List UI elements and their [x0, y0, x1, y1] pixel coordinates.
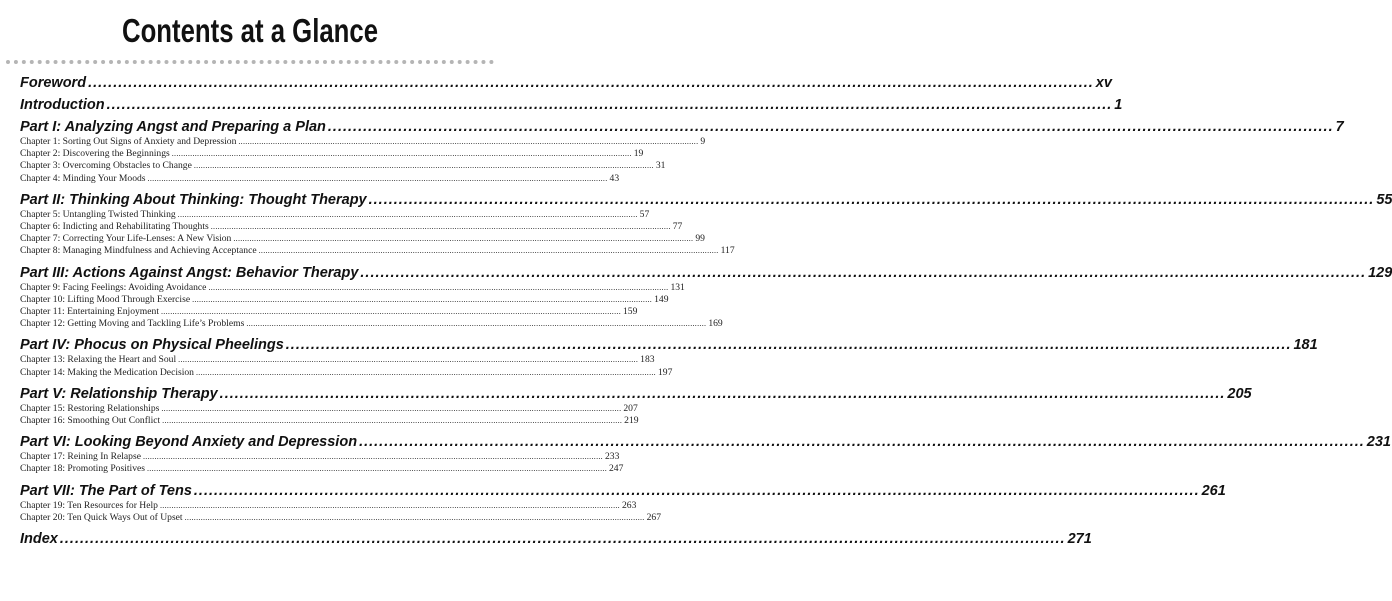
toc-entry-foreword[interactable]	[20, 74, 1112, 92]
entry-label: Chapter 17: Reining In Relapse	[20, 451, 141, 463]
entry-label: Chapter 13: Relaxing the Heart and Soul	[20, 354, 177, 366]
entry-label: Chapter 9: Facing Feelings: Avoiding Avoidance	[20, 281, 207, 293]
dot-leader: ........................................................................................................................................................................................................	[161, 403, 622, 413]
entry-label: Chapter 15: Restoring Relationships	[20, 402, 160, 414]
entry-page: 77	[672, 221, 683, 233]
entry-page: 247	[609, 463, 624, 475]
entry-page: xv	[1095, 75, 1112, 91]
entry-page: 131	[670, 281, 685, 293]
entry-page: 219	[624, 415, 639, 427]
entry-label: Chapter 2: Discovering the Beginnings	[20, 148, 170, 160]
parts-list	[20, 118, 1392, 530]
dot-leader: ........................................................................................................................................................................................................	[208, 282, 669, 292]
toc-entry-chapter[interactable]	[20, 306, 638, 318]
toc-entry-chapter[interactable]	[20, 160, 666, 172]
entry-label: Part II: Thinking About Thinking: Thought Therapy	[20, 191, 367, 208]
dot-leader: ........................................................................................................................................................................................................	[106, 97, 1113, 113]
toc-entry-part[interactable]	[20, 482, 1226, 500]
toc-entry-part[interactable]	[20, 118, 1344, 136]
toc-entry-chapter[interactable]	[20, 245, 735, 257]
dot-leader: ........................................................................................................................................................................................................	[195, 367, 656, 377]
dot-leader: ........................................................................................................................................................................................................	[246, 319, 707, 329]
entry-label: Chapter 4: Minding Your Moods	[20, 172, 146, 184]
dot-leader: ........................................................................................................................................................................................................	[193, 161, 654, 171]
toc-entry-part[interactable]	[20, 385, 1252, 403]
entry-label: Chapter 8: Managing Mindfulness and Achieving Acceptance	[20, 245, 257, 257]
entry-page: 129	[1368, 264, 1392, 281]
toc-entry-chapter[interactable]	[20, 136, 706, 148]
title-divider	[6, 60, 494, 64]
dot-leader: ........................................................................................................................................................................................................	[233, 234, 694, 244]
dot-leader: ........................................................................................................................................................................................................	[159, 500, 620, 510]
entry-page: 117	[720, 245, 735, 257]
entry-page: 169	[708, 318, 723, 330]
entry-page: 183	[640, 354, 655, 366]
toc-entry-part[interactable]	[20, 336, 1318, 354]
toc-entry-chapter[interactable]	[20, 463, 624, 475]
toc-entry-part[interactable]	[20, 264, 1392, 282]
entry-page: 43	[609, 172, 620, 184]
entry-label: Index	[20, 531, 58, 548]
toc-entry-chapter[interactable]	[20, 354, 655, 366]
entry-label: Part III: Actions Against Angst: Behavior Therapy	[20, 264, 359, 281]
dot-leader: ........................................................................................................................................................................................................	[258, 246, 719, 256]
dot-leader: ........................................................................................................................................................................................................	[178, 355, 639, 365]
entry-label: Introduction	[20, 97, 105, 113]
entry-label: Part VII: The Part of Tens	[20, 482, 192, 499]
dot-leader: ........................................................................................................................................................................................................	[142, 452, 603, 462]
dot-leader: ........................................................................................................................................................................................................	[368, 191, 1375, 208]
toc-entry-chapter[interactable]	[20, 293, 669, 306]
dot-leader: ........................................................................................................................................................................................................	[147, 173, 608, 183]
entry-page: 205	[1227, 385, 1252, 402]
entry-page: 261	[1201, 482, 1226, 499]
entry-label: Chapter 12: Getting Moving and Tackling Life’s Problems	[20, 318, 245, 330]
toc-entry-part[interactable]	[20, 433, 1391, 451]
dot-leader: ........................................................................................................................................................................................................	[219, 385, 1226, 402]
dot-leader: ........................................................................................................................................................................................................	[177, 209, 638, 219]
table-of-contents	[20, 74, 1392, 548]
entry-page: 55	[1376, 191, 1392, 208]
entry-page: 233	[604, 451, 620, 463]
toc-entry-chapter[interactable]	[20, 511, 661, 524]
entry-label: Chapter 6: Indicting and Rehabilitating Thoughts	[20, 221, 209, 233]
entry-page: 207	[623, 402, 638, 414]
entry-page: 159	[623, 306, 638, 318]
entry-label: Part I: Analyzing Angst and Preparing a Plan	[20, 119, 326, 135]
toc-entry-index[interactable]	[20, 530, 1092, 548]
entry-page: 271	[1067, 531, 1092, 548]
toc-entry-chapter[interactable]	[20, 451, 620, 463]
entry-label: Part VI: Looking Beyond Anxiety and Depression	[20, 434, 358, 451]
entry-page: 9	[700, 136, 706, 147]
entry-page: 7	[1335, 119, 1344, 135]
entry-page: 181	[1293, 337, 1318, 354]
entry-page: 263	[621, 499, 637, 511]
entry-page: 99	[695, 233, 705, 245]
dot-leader: ........................................................................................................................................................................................................	[88, 75, 1094, 91]
entry-label: Chapter 11: Entertaining Enjoyment	[20, 306, 159, 318]
toc-entry-introduction[interactable]	[20, 96, 1123, 114]
entry-label: Chapter 20: Ten Quick Ways Out of Upset	[20, 511, 183, 523]
dot-leader: ........................................................................................................................................................................................................	[238, 137, 699, 146]
dot-leader: ........................................................................................................................................................................................................	[171, 149, 632, 159]
dot-leader: ........................................................................................................................................................................................................	[360, 264, 1367, 281]
entry-label: Chapter 18: Promoting Positives	[20, 463, 145, 475]
dot-leader: ........................................................................................................................................................................................................	[59, 531, 1066, 548]
dot-leader: ........................................................................................................................................................................................................	[285, 337, 1292, 354]
toc-entry-chapter[interactable]	[20, 281, 685, 294]
dot-leader: ........................................................................................................................................................................................................	[327, 119, 1334, 135]
entry-label: Chapter 3: Overcoming Obstacles to Change	[20, 160, 192, 172]
entry-label: Chapter 19: Ten Resources for Help	[20, 499, 158, 511]
toc-entry-chapter[interactable]	[20, 233, 705, 245]
entry-page: 1	[1114, 97, 1123, 113]
toc-entry-chapter[interactable]	[20, 499, 637, 512]
entry-label: Chapter 16: Smoothing Out Conflict	[20, 415, 161, 427]
entry-page: 31	[655, 160, 666, 172]
entry-label: Chapter 10: Lifting Mood Through Exercise	[20, 293, 191, 305]
entry-page: 231	[1366, 434, 1391, 451]
toc-entry-chapter[interactable]	[20, 366, 673, 379]
toc-entry-part[interactable]	[20, 191, 1392, 209]
toc-entry-chapter[interactable]	[20, 402, 638, 415]
dot-leader: ........................................................................................................................................................................................................	[192, 294, 653, 304]
entry-label: Chapter 14: Making the Medication Decision	[20, 366, 194, 378]
dot-leader: ........................................................................................................................................................................................................	[184, 512, 645, 522]
toc-entry-chapter[interactable]	[20, 318, 723, 330]
entry-label: Part IV: Phocus on Physical Pheelings	[20, 337, 284, 354]
dot-leader: ........................................................................................................................................................................................................	[162, 416, 623, 426]
toc-entry-chapter[interactable]	[20, 415, 639, 427]
entry-label: Chapter 7: Correcting Your Life-Lenses: A New Vision	[20, 233, 232, 245]
entry-label: Chapter 5: Untangling Twisted Thinking	[20, 208, 176, 220]
dot-leader: ........................................................................................................................................................................................................	[161, 307, 621, 317]
entry-page: 267	[646, 511, 661, 523]
dot-leader: ........................................................................................................................................................................................................	[193, 482, 1200, 499]
toc-entry-chapter[interactable]	[20, 172, 620, 185]
entry-label: Foreword	[20, 75, 87, 91]
dot-leader: ........................................................................................................................................................................................................	[147, 464, 607, 474]
toc-entry-chapter[interactable]	[20, 148, 644, 160]
entry-page: 197	[657, 366, 673, 378]
entry-page: 57	[639, 208, 650, 220]
page-title: Contents at a Glance	[121, 12, 379, 49]
dot-leader: ........................................................................................................................................................................................................	[210, 222, 671, 232]
entry-label: Chapter 1: Sorting Out Signs of Anxiety and Depression	[20, 136, 237, 147]
entry-page: 19	[633, 148, 644, 160]
toc-entry-chapter[interactable]	[20, 221, 683, 233]
entry-page: 149	[654, 293, 669, 305]
toc-entry-chapter[interactable]	[20, 208, 650, 221]
dot-leader: ........................................................................................................................................................................................................	[359, 434, 1365, 451]
entry-label: Part V: Relationship Therapy	[20, 385, 218, 402]
